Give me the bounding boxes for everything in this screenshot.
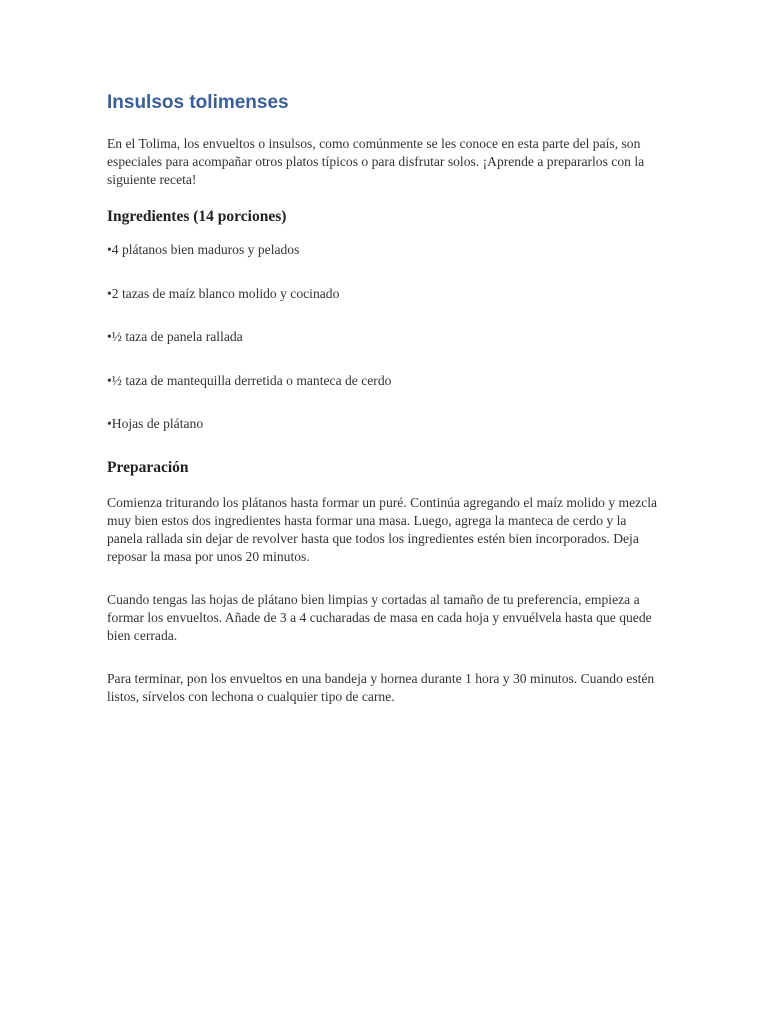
ingredient-item: •½ taza de mantequilla derretida o manteca de cerdo — [107, 372, 392, 388]
ingredient-item: •4 plátanos bien maduros y pelados — [107, 242, 300, 257]
preparation-paragraph: Para terminar, pon los envueltos en una bandeja y hornea durante 1 hora y 30 minutos. Cuando estén listos, sírvelos con lechona o cualquier tipo de carne. — [107, 671, 655, 704]
document-content — [107, 90, 663, 706]
ingredient-item: •2 tazas de maíz blanco molido y cocinado — [107, 285, 340, 301]
ingredient-item: •Hojas de plátano — [107, 416, 204, 431]
preparation-paragraph: Cuando tengas las hojas de plátano bien limpias y cortadas al tamaño de tu preferencia, empieza a formar los envueltos. Añade de 3 a 4 cucharadas de masa en cada hoja y envuélvela hasta que quede bien cerrada. — [107, 592, 652, 643]
ingredients-heading: Ingredientes (14 porciones) — [107, 208, 287, 225]
intro-paragraph: En el Tolima, los envueltos o insulsos, como comúnmente se les conoce en esta parte del país, son especiales para acompañar otros platos típicos o para disfrutar solos. ¡Aprende a prepararlos con la siguiente receta! — [107, 136, 645, 187]
preparation-heading: Preparación — [107, 459, 189, 476]
ingredient-item: •½ taza de panela rallada — [107, 329, 243, 344]
preparation-paragraph: Comienza triturando los plátanos hasta formar un puré. Continúa agregando el maíz molido y mezcla muy bien estos dos ingredientes hasta formar una masa. Luego, agrega la manteca de cerdo y la panela rallada sin dejar de revolver hasta que todos los ingredientes estén bien incorporados. Deja reposar la masa por unos 20 minutos. — [107, 495, 658, 564]
page-title: Insulsos tolimenses — [107, 92, 289, 113]
ingredients-list — [107, 241, 663, 433]
